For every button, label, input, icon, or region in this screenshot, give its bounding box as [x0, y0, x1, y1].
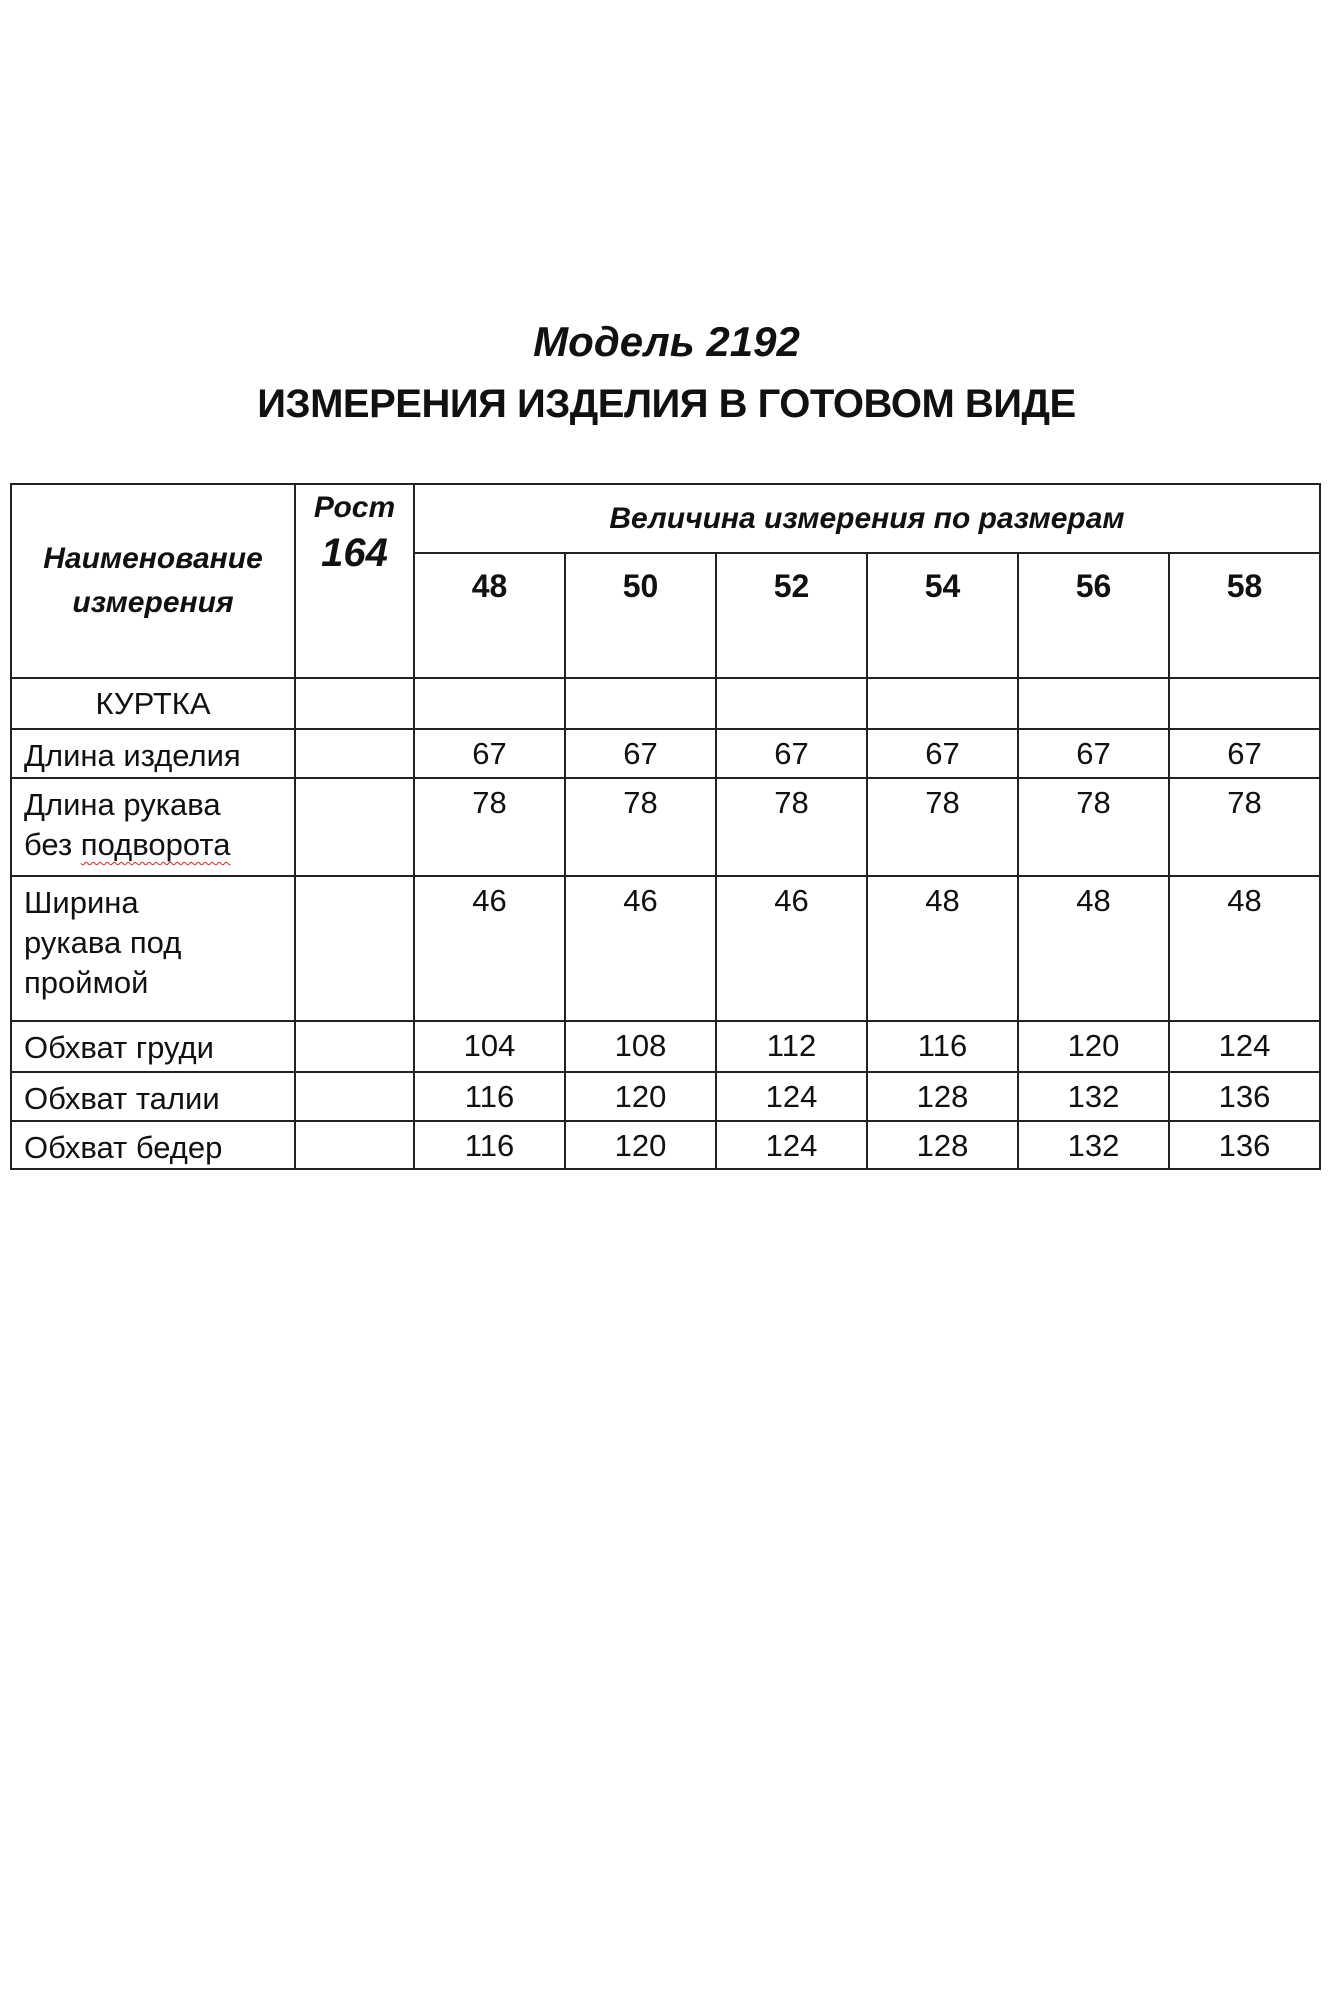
cell-value: 116	[414, 1072, 565, 1121]
size-header: 54	[867, 553, 1018, 678]
row-label	[11, 778, 295, 876]
cell-value: 116	[414, 1121, 565, 1169]
cell-value: 104	[414, 1021, 565, 1072]
document-subtitle: ИЗМЕРЕНИЯ ИЗДЕЛИЯ В ГОТОВОМ ВИДЕ	[257, 382, 1076, 426]
cell-value: 78	[867, 778, 1018, 876]
section-label: КУРТКА	[11, 678, 295, 729]
measurements-table	[10, 483, 1321, 1170]
cell-value: 112	[716, 1021, 867, 1072]
section-row	[11, 678, 1320, 729]
cell-value: 48	[1169, 876, 1320, 1021]
cell-value: 124	[1169, 1021, 1320, 1072]
cell-value: 78	[716, 778, 867, 876]
header-sizes-caption: Величина измерения по размерам	[414, 484, 1320, 553]
cell-value: 46	[716, 876, 867, 1021]
cell-value: 46	[414, 876, 565, 1021]
size-header: 52	[716, 553, 867, 678]
cell-value: 78	[1018, 778, 1169, 876]
header-height-value: 164	[321, 531, 388, 575]
header-height	[295, 484, 414, 678]
cell-value: 132	[1018, 1072, 1169, 1121]
table-row	[11, 1072, 1320, 1121]
cell-value: 120	[565, 1121, 716, 1169]
row-label: Ширина рукава под проймой	[11, 876, 295, 1021]
cell-value: 116	[867, 1021, 1018, 1072]
cell-value: 128	[867, 1121, 1018, 1169]
row-label: Длина изделия	[11, 729, 295, 778]
cell-value: 48	[1018, 876, 1169, 1021]
header-measurement-name: Наименование измерения	[11, 484, 295, 678]
model-title: Модель 2192	[533, 318, 800, 365]
cell-value: 67	[867, 729, 1018, 778]
size-header: 58	[1169, 553, 1320, 678]
cell-value: 120	[565, 1072, 716, 1121]
size-header: 56	[1018, 553, 1169, 678]
cell-value: 78	[1169, 778, 1320, 876]
cell-value: 136	[1169, 1072, 1320, 1121]
table-row	[11, 1121, 1320, 1169]
table-row	[11, 876, 1320, 1021]
cell-value: 108	[565, 1021, 716, 1072]
table-row	[11, 729, 1320, 778]
row-label-line: без	[24, 827, 81, 862]
header-height-label: Рост	[313, 491, 396, 524]
cell-value: 46	[565, 876, 716, 1021]
row-label: Обхват груди	[11, 1021, 295, 1072]
spellcheck-marked-word: подворота	[80, 827, 231, 862]
table-row	[11, 778, 1320, 876]
table-row	[11, 1021, 1320, 1072]
cell-value: 124	[716, 1121, 867, 1169]
cell-value: 48	[867, 876, 1018, 1021]
cell-value: 67	[414, 729, 565, 778]
cell-value: 124	[716, 1072, 867, 1121]
row-label: Обхват талии	[11, 1072, 295, 1121]
cell-value: 67	[1018, 729, 1169, 778]
cell-value: 120	[1018, 1021, 1169, 1072]
size-header: 50	[565, 553, 716, 678]
cell-value: 78	[414, 778, 565, 876]
cell-value: 67	[716, 729, 867, 778]
row-label-line: Длина рукава	[24, 787, 221, 822]
cell-value: 67	[1169, 729, 1320, 778]
cell-value: 67	[565, 729, 716, 778]
cell-value: 132	[1018, 1121, 1169, 1169]
cell-value: 136	[1169, 1121, 1320, 1169]
size-header: 48	[414, 553, 565, 678]
cell-value: 78	[565, 778, 716, 876]
row-label: Обхват бедер	[11, 1121, 295, 1169]
cell-value: 128	[867, 1072, 1018, 1121]
